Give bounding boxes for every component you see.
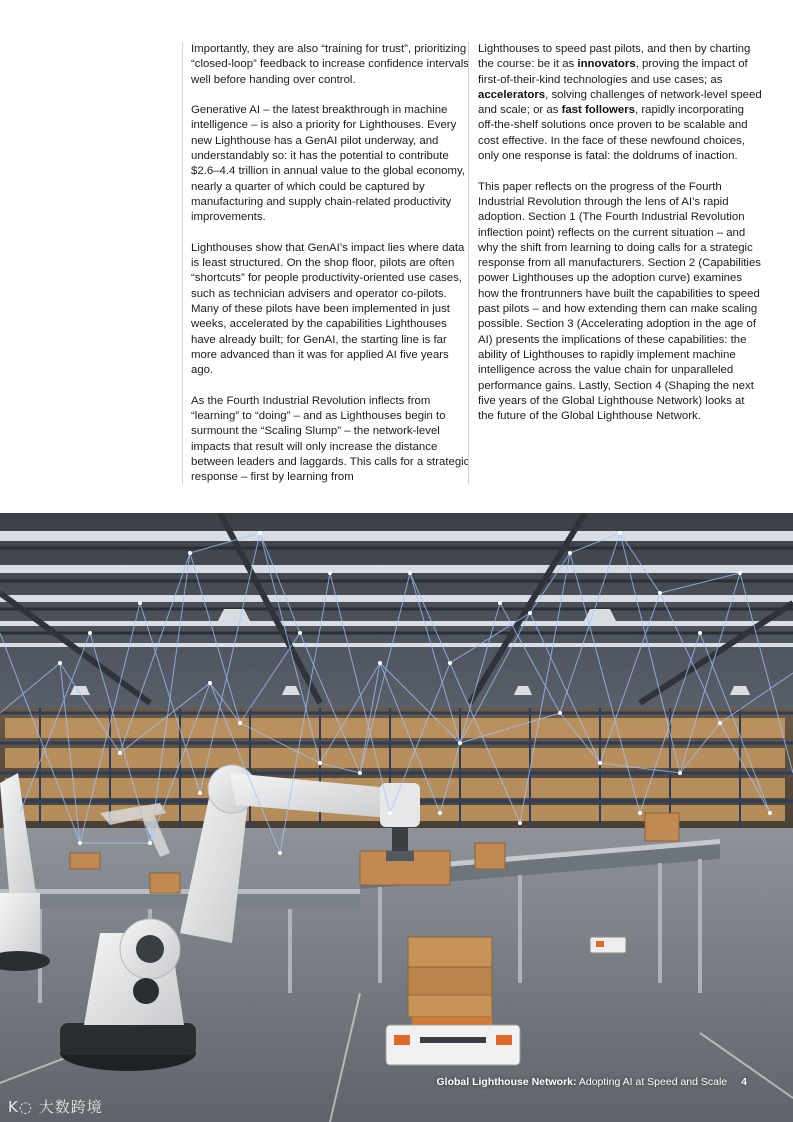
page-footer: [437, 1076, 747, 1088]
footer-report-title: Adopting AI at Speed and Scale: [576, 1076, 728, 1088]
footer-report-series: Global Lighthouse Network:: [436, 1076, 577, 1088]
paragraph-generative-ai: Generative AI – the latest breakthrough in machine intelligence – is also a priority for Lighthouses. Every new Lighthouse has a GenAI pilot underway, and understandably so: it has the potential to contribute $2.6–4.4 trillion in annual value to the global economy, nearly a quarter of which could be captured by manufacturing and supply chain-related productivity improvements.: [191, 104, 465, 224]
page-number: 4: [741, 1076, 747, 1088]
paragraph-paper-overview: This paper reflects on the progress of the Fourth Industrial Revolution through the lens of AI’s rapid adoption. Section 1 (The Fourth Industrial Revolution inflection point) reflects on the current situation – and why the shift from learning to doing calls for a strategic response from all manufacturers. Section 2 (Capabilities power Lighthouses up the adoption curve) examines how the frontrunners have built the capabilities to speed past pilots – and how extending them can make scaling possible. Section 3 (Accelerating adoption in the age of AI) presents the implications of these capabilities: the ability of Lighthouses to rapidly implement machine intelligence across the value chain for unparalleled performance gains. Lastly, Section 4 (Shaping the next five years of the Global Lighthouse Network) looks at the future of the Global Lighthouse Network.: [478, 180, 761, 423]
watermark-icon: K◌: [8, 1098, 33, 1116]
term-fast-followers: fast followers: [561, 104, 635, 117]
watermark-logo: [8, 1096, 103, 1117]
paragraph-training-for-trust: Importantly, they are also “training for trust”, prioritizing “closed-loop” feedback to increase confidence intervals well before handing over control.: [191, 43, 469, 86]
paragraph-genai-impact: Lighthouses show that GenAI’s impact lies where data is least structured. On the shop floor, pilots are often “shortcuts” for people productivity-oriented use cases, such as technician advisers and operator co-pilots. Many of these pilots have been implemented in just weeks, accelerated by the capabilities Lighthouses have already built; for GenAI, the starting line is far more advanced than it was for applied AI five years ago.: [191, 241, 465, 377]
paragraph-fourth-industrial-revolution: As the Fourth Industrial Revolution inflects from “learning” to “doing” – and as Lighthouses begin to surmount the “Scaling Slump” – the network-level impacts that result will only increase the distance between leaders and laggards. This calls for a strategic response – first by learning from: [191, 394, 470, 484]
warehouse-robot-image: [0, 513, 793, 1122]
term-accelerators: accelerators: [478, 88, 546, 101]
watermark-text: 大数跨境: [38, 1098, 103, 1116]
left-text-column: [182, 42, 471, 484]
paragraph-charting-course: Lighthouses to speed past pilots, and then by charting the course: be it as innovators, proving the impact of first-of-their-kind technologies and use cases; as accelerators, solving challenges of network-level speed and scale; or as fast followers, rapidly incorporating off-the-shelf solutions once proven to be scalable and cost effective. In the face of these newfound choices, only one response is fatal: the doldrums of inaction.: [478, 43, 762, 163]
right-text-column: [468, 42, 763, 484]
term-innovators: innovators: [577, 58, 636, 71]
